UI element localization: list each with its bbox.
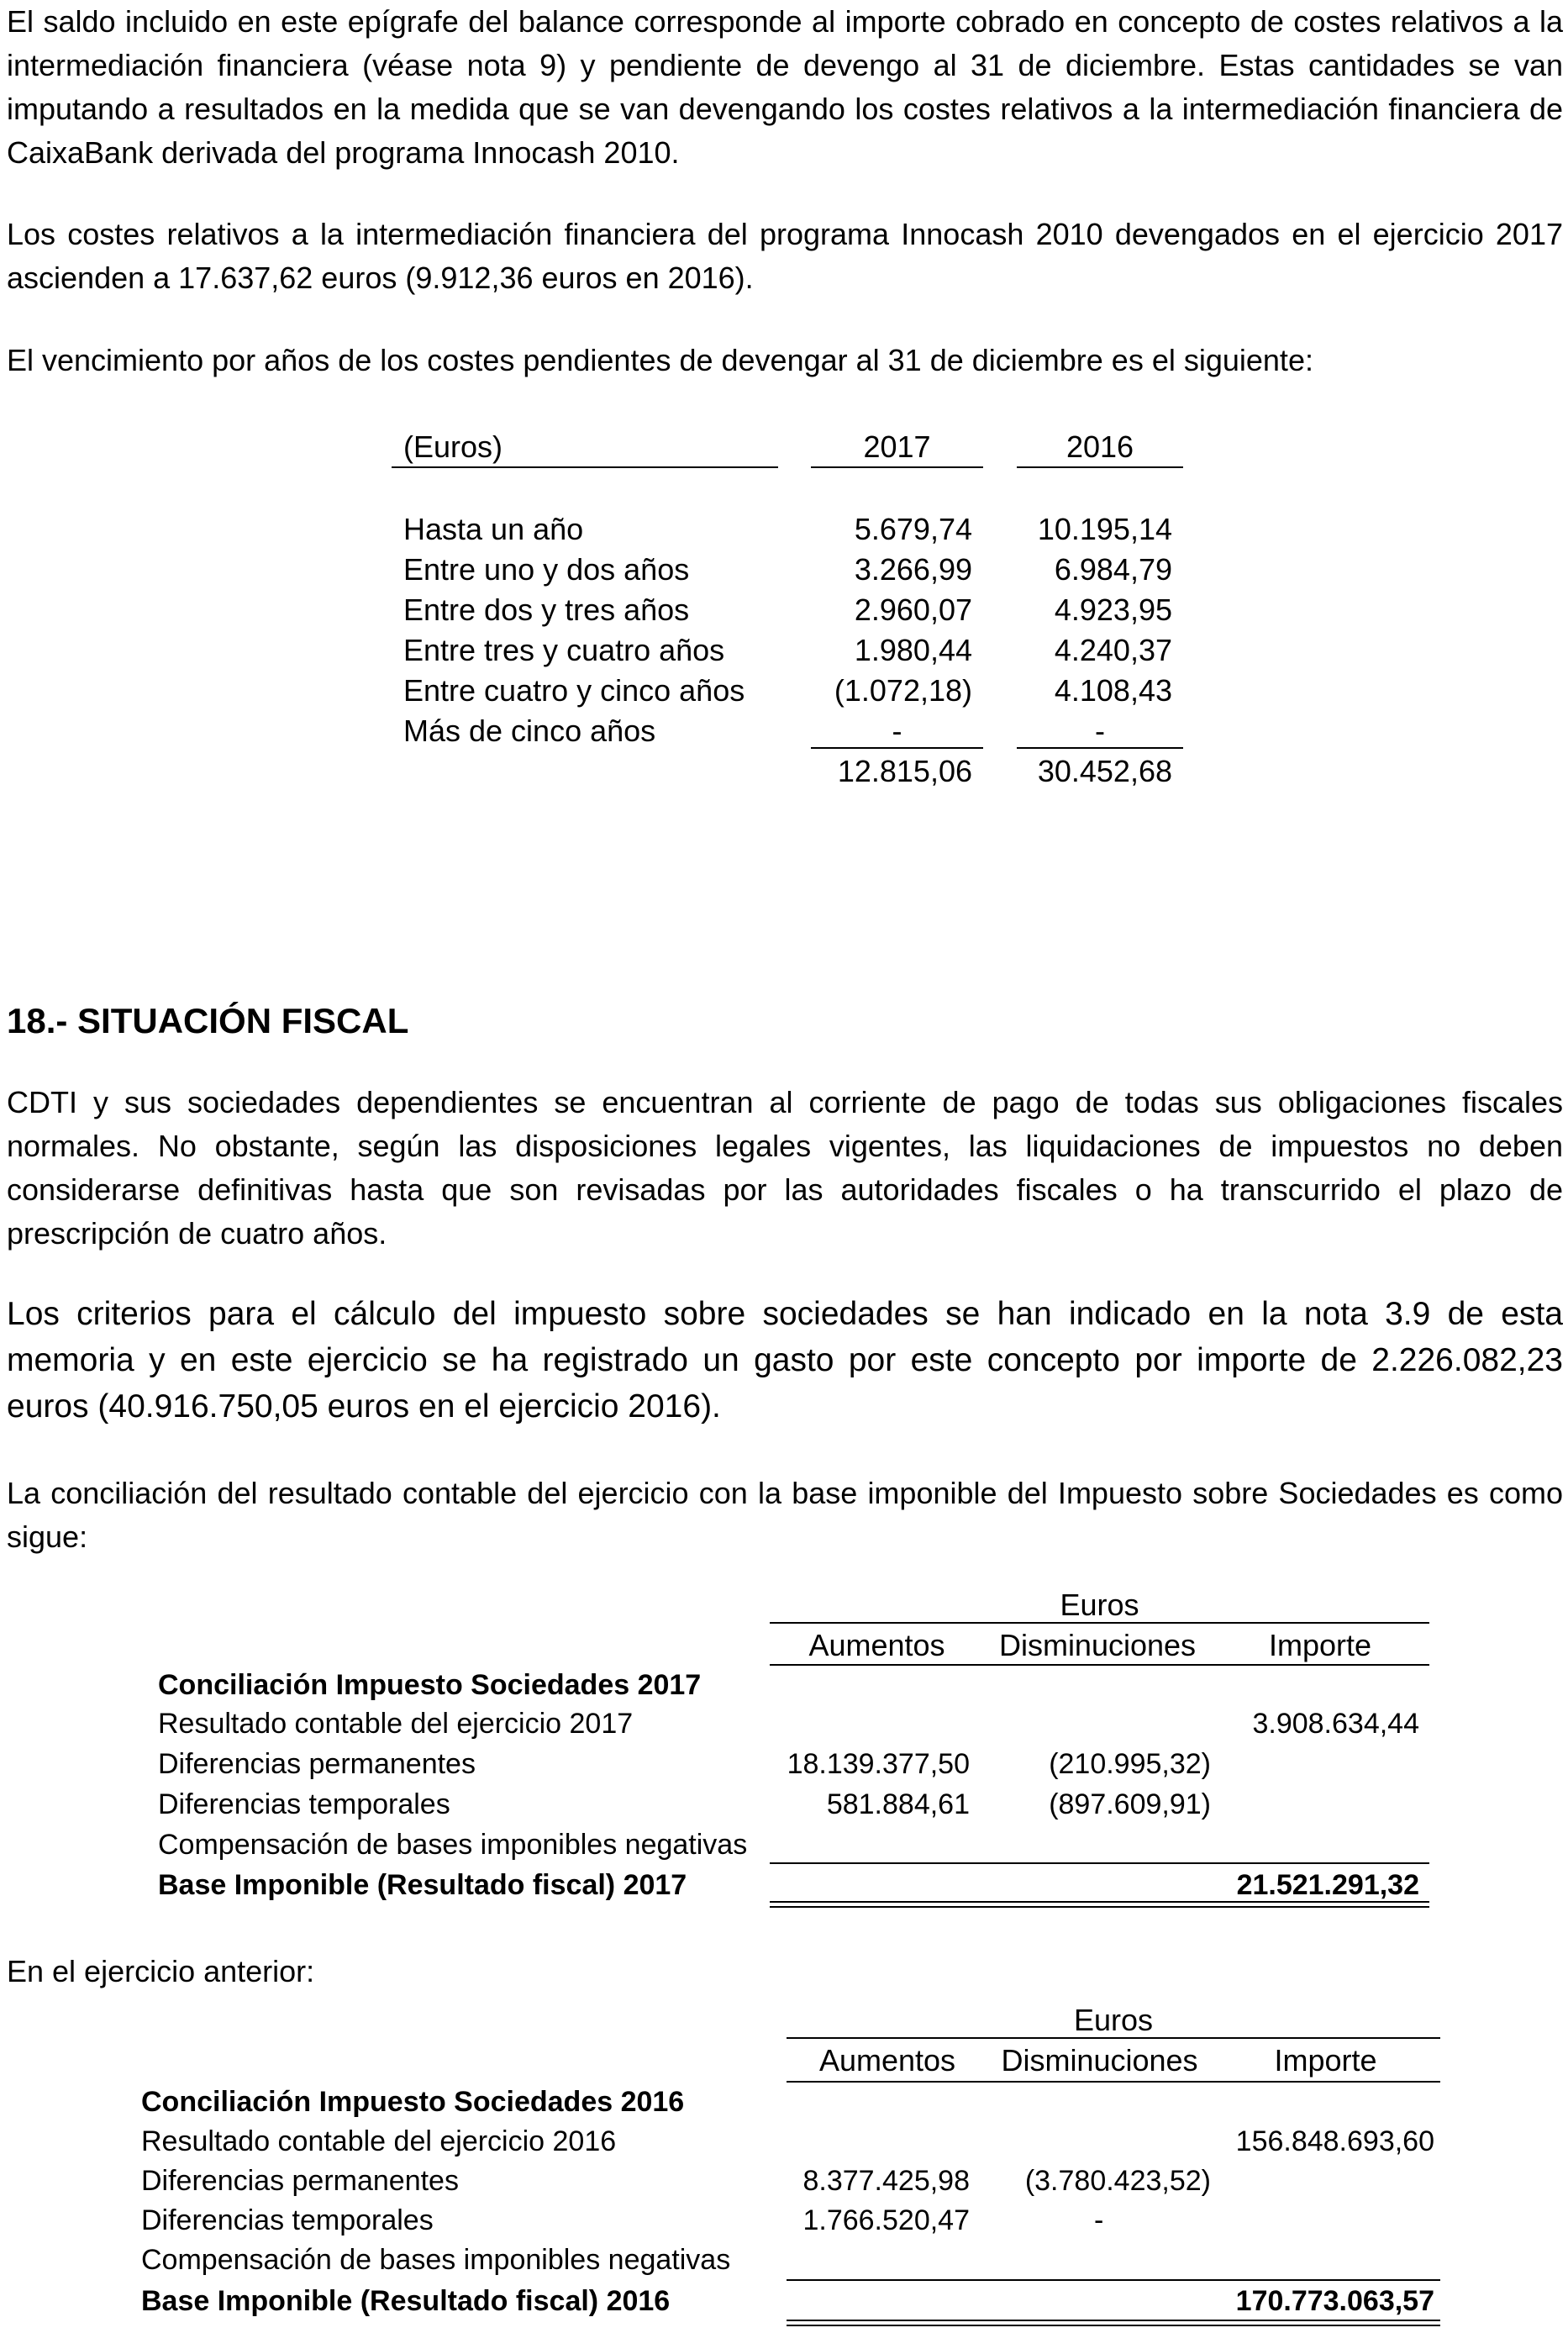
table-row-label: Compensación de bases imponibles negativas [158,1829,748,1861]
maturity-header-2017: 2017 [863,429,931,464]
maturity-header-2016: 2016 [1066,429,1134,464]
maturity-row-label: Hasta un año [403,512,584,546]
maturity-intro-paragraph: El vencimiento por años de los costes pendientes de devengar al 31 de diciembre es el siguiente: [7,343,1313,377]
accrued-costs-paragraph: Los costes relativos a la intermediación financiera del programa Innocash 2010 devengados en el ejercicio 2017 ascienden a 17.637,62 euros (9.912,36 euros en 2016). [7,217,1563,295]
previous-year-paragraph: En el ejercicio anterior: [7,1954,315,1988]
tax-criteria-paragraph: Los criterios para el cálculo del impuesto sobre sociedades se han indicado en la nota 3.9 de esta memoria y en este ejercicio se ha registrado un gasto por este concepto por importe de 2.226.082,23 euros (40.916.750,05 euros en el ejercicio 2016). [7,1296,1563,1425]
total-rule [811,747,983,749]
total-rule [1017,747,1183,749]
intro-paragraph: El saldo incluido en este epígrafe del balance corresponde al importe cobrado en concepto de costes relativos a la intermediación financiera (véase nota 9) y pendiente de devengo al 31 de diciembre. Estas cantidades se van imputando a resultados en la medida que se van devengando los costes relativos a la intermediación financiera de CaixaBank derivada del programa Innocash 2010. [7,4,1563,170]
col-header-aumentos: Aumentos [818,2043,956,2078]
table-row-disminuciones: - [1094,2204,1104,2236]
maturity-row-label: Más de cinco años [403,714,656,748]
double-underline [770,1901,1429,1903]
maturity-row-label: Entre tres y cuatro años [403,633,725,667]
maturity-row-2017: 5.679,74 [854,512,972,546]
table-row-label: Compensación de bases imponibles negativas [141,2244,731,2276]
maturity-total-2016: 30.452,68 [1037,754,1172,788]
header-underline [811,466,983,468]
table-row-aumentos: 8.377.425,98 [802,2165,970,2197]
table-row-importe: 156.848.693,60 [1235,2125,1434,2157]
col-header-importe: Importe [1268,1628,1372,1662]
table-row-aumentos: 1.766.520,47 [802,2204,970,2236]
double-underline [787,2320,1440,2321]
euros-group-header: Euros [1073,2003,1154,2037]
col-header-disminuciones: Disminuciones [998,1628,1197,1662]
maturity-row-label: Entre cuatro y cinco años [403,673,745,708]
reconciliation-intro-paragraph: La conciliación del resultado contable del ejercicio con la base imponible del Impuesto sobre Sociedades es como sigue: [7,1476,1563,1554]
maturity-row-label: Entre uno y dos años [403,552,690,587]
table-row-label: Diferencias permanentes [158,1748,476,1780]
maturity-row-2016: 4.240,37 [1054,633,1172,667]
maturity-row-2017: (1.072,18) [834,673,972,708]
maturity-header-label: (Euros) [403,429,503,464]
subtotal-rule [770,1862,1429,1864]
table-row-disminuciones: (3.780.423,52) [1024,2165,1211,2197]
header-underline [1017,466,1183,468]
table-total-label: Base Imponible (Resultado fiscal) 2016 [141,2285,671,2317]
euros-group-header: Euros [1060,1588,1139,1622]
table-total-importe: 21.521.291,32 [1236,1869,1419,1901]
group-header-rule [770,1622,1429,1624]
table-title: Conciliación Impuesto Sociedades 2016 [141,2086,685,2118]
table-row-label: Resultado contable del ejercicio 2017 [158,1708,634,1740]
group-header-rule [787,2037,1440,2039]
table-row-aumentos: 18.139.377,50 [787,1748,970,1780]
table-title: Conciliación Impuesto Sociedades 2017 [158,1669,702,1701]
maturity-row-2016: 6.984,79 [1054,552,1172,587]
maturity-row-2017: 3.266,99 [854,552,972,587]
double-underline [787,2325,1440,2326]
table-total-importe: 170.773.063,57 [1235,2285,1434,2317]
header-underline [392,466,778,468]
col-header-aumentos: Aumentos [808,1628,945,1662]
table-row-label: Diferencias permanentes [141,2165,459,2197]
table-row-aumentos: 581.884,61 [826,1788,970,1820]
maturity-row-2016: 4.923,95 [1054,592,1172,627]
table-row-label: Resultado contable del ejercicio 2016 [141,2125,617,2157]
maturity-row-label: Entre dos y tres años [403,592,690,627]
table-row-importe: 3.908.634,44 [1252,1708,1419,1740]
col-header-rule [787,2081,1440,2083]
col-header-disminuciones: Disminuciones [1001,2043,1198,2078]
maturity-row-2017: - [892,714,902,748]
tax-status-paragraph: CDTI y sus sociedades dependientes se encuentran al corriente de pago de todas sus obligaciones fiscales normales. No obstante, según las disposiciones legales vigentes, las liquidaciones de impuestos no deben considerarse definitivas hasta que son revisadas por las autoridades fiscales o ha transcurrido el plazo de prescripción de cuatro años. [7,1085,1563,1251]
table-row-disminuciones: (897.609,91) [1049,1788,1211,1820]
section-heading: 18.- SITUACIÓN FISCAL [7,1001,409,1040]
maturity-row-2016: 4.108,43 [1054,673,1172,708]
table-row-label: Diferencias temporales [141,2204,434,2236]
double-underline [770,1906,1429,1908]
subtotal-rule [787,2279,1440,2281]
maturity-row-2017: 2.960,07 [854,592,972,627]
table-row-disminuciones: (210.995,32) [1049,1748,1211,1780]
table-total-label: Base Imponible (Resultado fiscal) 2017 [158,1869,687,1901]
col-header-rule [770,1664,1429,1666]
maturity-row-2017: 1.980,44 [854,633,972,667]
maturity-row-2016: - [1095,714,1105,748]
col-header-importe: Importe [1274,2043,1377,2078]
maturity-row-2016: 10.195,14 [1037,512,1172,546]
maturity-total-2017: 12.815,06 [837,754,972,788]
table-row-label: Diferencias temporales [158,1788,450,1820]
